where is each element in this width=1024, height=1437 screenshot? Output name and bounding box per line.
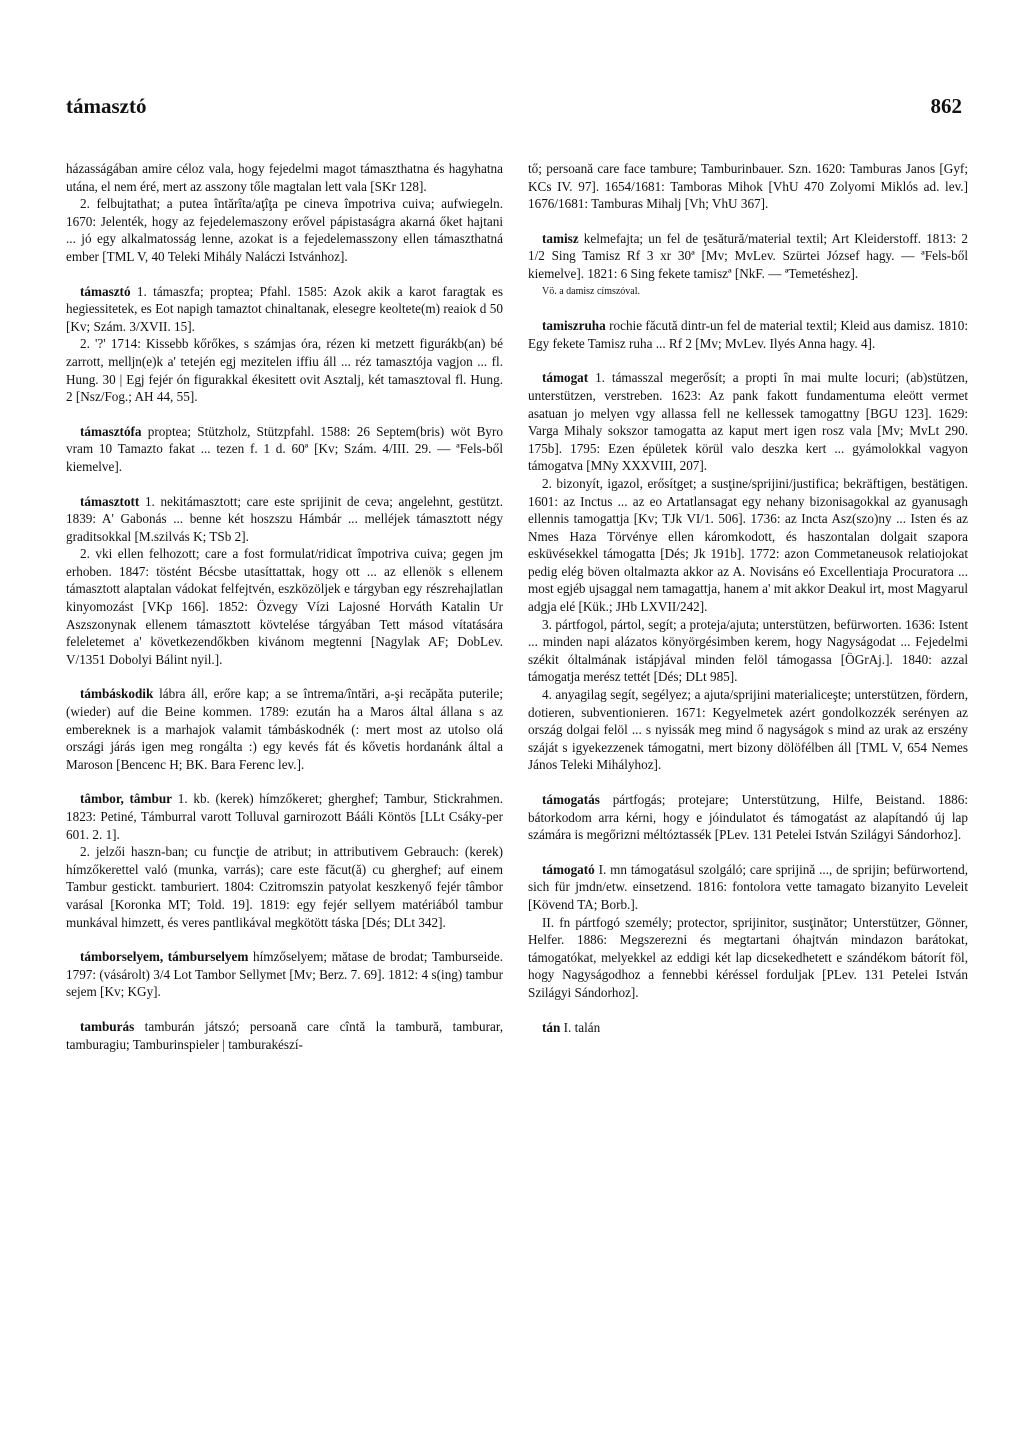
definition: proptea; Stützholz, Stützpfahl. 1588: 26 Septem(bris) wöt Byro vram 10 Tamazto fakat ... tezen f. 1 d. 60ª [Kv; Szám. 4/III. 29. — ªFels-ből kiemelve]. (66, 423, 503, 474)
entry-sense: 3. pártfogol, pártol, segít; a proteja/ajuta; unterstützen, befürworten. 1636: Istent ... minden napi alázatos könyörgésimben kerem, hogy Nagyságodat ... Fejedelmi székit óltalmának istápjával minden felöl támogassa [ÖGrAj.]. 1840: azzal támogatja merész tettét [Dés; DLt 985]. (528, 616, 968, 685)
entry-text (528, 791, 968, 844)
entry-tamburas-continued (528, 160, 968, 213)
headword: tamiszruha (542, 318, 606, 334)
entry-text (528, 369, 968, 475)
definition: 1. kb. (kerek) hímzőkeret; gherghef; Tambur, Stickrahmen. 1823: Petiné, Támburral varott Tolluval garnirozott Bááli Köntös [LLt Csáky-per 601. 2. 1]. (66, 791, 503, 842)
definition: I. talán (560, 1019, 601, 1035)
entry-sense: 2. bizonyít, igazol, erősítget; a susţine/sprijini/justifica; bekräftigen, bestätigen. 1601: az Inctus ... az eo Artatlansagat egy nehany bizonisagokkal az gyanusagh ellennis tamogattja [Kv; TJk VI/1. 506]. 1736: az Incta Asz(szo)ny ... Isten és az Nmes Haza Törvénye ellen káromkodott, és haszontalan dolgait szapora esküvésekkel támogatta [Dés; Jk 191b]. 1772: azon Commetaneusok relatiojokat pedig elég böven oltalmazta akkor az A. Novisáns eó Excellentiaja Procuratora ... most egjéb ujsaggal nem tamagattja, hanem a' mit akkor Deakul irt, most Magyarul adgja elé [Kük.; JHb LXVII/242]. (528, 475, 968, 615)
entry-tamborselyem (66, 948, 503, 1001)
headword: támasztó (80, 283, 131, 299)
headword: támbáskodik (80, 686, 154, 702)
entry-tamisz (528, 230, 968, 300)
entry-text (66, 283, 503, 336)
entry-tamasztott (66, 493, 503, 669)
entry-text (66, 1018, 503, 1053)
entry-sense: 4. anyagilag segít, segélyez; a ajuta/sprijini materialiceşte; unterstützen, fördern, dotieren, subventionieren. 1671: Kegyelmetek azért gondolkozzék serényen az ország dolgai felöl ... s nyissák meg mind ő nagyságok s mind az urak az erszény száját s igyekezzenek támogatni, mert bizony dölöfélben áll [TML V, 654 Nemes János Teleki Mihályhoz]. (528, 687, 968, 773)
entry-text: tő; persoană care face tambure; Tamburinbauer. Szn. 1620: Tamburas Janos [Gyf; KCs IV. 97]. 1654/1681: Tamboras Mihok [VhU 470 Zolyomi Miklós ad. lev.] 1676/1681: Tamburas Mihalj [Vh; VhU 367]. (528, 161, 968, 212)
headword: támogat (542, 370, 589, 386)
entry-sense: 2. vki ellen felhozott; care a fost formulat/ridicat împotriva cuiva; gegen jm erhoben. 1847: töstént Bécsbe utasíttattak, hogy ott ... az ellenök s ellenem támasztott alaptalan vádokat felfejtvén, eszközöljek e tárgyban egy részrehajlatlan kinyomozást [VKp 166]. 1852: Özvegy Vízi Lajosné Horváth Katalin Ur Aszszonynak ellenem támasztott kövtelése tárgyában Tett másod vítatására feleletemet a' következendőkben kivánom megtenni [Nagylak AF; DobLev. V/1351 Dobolyi Bálint nyil.]. (66, 546, 503, 667)
entry-tambor (66, 790, 503, 931)
definition: 1. támaszfa; proptea; Pfahl. 1585: Azok akik a karot faragtak es hegiessitetek, es Eot napigh tamaztot chinaltanak, elesegre keoltete(m) reaiok d 50 [Kv; Szám. 3/XVII. 15]. (66, 283, 503, 334)
definition: kelmefajta; un fel de ţesătură/material textil; Art Kleiderstoff. 1813: 2 1/2 Sing Tamisz Rf 3 xr 30ª [Mv; MvLev. Szürtei József hagy. — ªFels-ből kiemelve]. 1821: 6 Sing fekete tamiszª [NkF. — ªTemetéshez]. (528, 230, 968, 281)
cross-reference-note: Vö. a damisz címszóval. (542, 285, 641, 297)
entry-text (66, 493, 503, 546)
entry-tamogat (528, 369, 968, 774)
headword: támasztófa (80, 423, 142, 439)
page-number: 862 (930, 94, 962, 118)
entry-tamogato (528, 861, 968, 1002)
entry-sense: II. fn pártfogó személy; protector, sprijinitor, susţinător; Unterstützer, Gönner, Helfer. 1886: Megszerezni és megtartani óhajtván mindazon barátokat, támogatókat, melyekkel az eddigi két lap dicsekedhetett e szándékom bátorít föl, hogy Nagyságodhoz a fennebbi kéréssel forduljak [PLev. 131 Petelei István Szilágyi Sándorhoz]. (528, 914, 968, 1000)
entry-tambaskodik (66, 685, 503, 773)
entry-text (66, 948, 503, 1001)
definition: 1. támasszal megerősít; a propti în mai multe locuri; (ab)stützen, unterstützen, verstreben. 1623: Az pank fakott fundamentuma eleött vermet asatuan jo melyen vgy allassa fell ne kellessek tamogattny [BGU 123]. 1629: Varga Mihaly sokszor tamogatta az kaput mert igen rosz vala [Mv; MvLt 290. 175b]. 1795: Ezen épületek körül valo deszka kert ... gyámolokkal vagyon támogatva [MNy XXXVIII, 207]. (528, 370, 968, 474)
definition: I. mn támogatásul szolgáló; care sprijină ..., de sprijin; befürwortend, sich für jmdn/etw. einsetzend. 1816: fontolora vette tamagato bizanyito Leveleit [Kövend TA; Borb.]. (528, 861, 968, 912)
definition: hímzőselyem; mătase de brodat; Tamburseide. 1797: (vásárolt) 3/4 Lot Tambor Sellymet [Mv; Berz. 7. 69]. 1812: 4 s(ing) tambur sejem [Kv; KGy]. (66, 949, 503, 1000)
definition: tamburán játszó; persoană care cîntă la tambură, tamburar, tamburagiu; Tamburinspieler | tamburakészí- (66, 1018, 503, 1052)
entry-tamiszruha (528, 317, 968, 352)
headword: tâmbor, tâmbur (80, 791, 173, 807)
entry-tamaszt-continued (66, 160, 503, 266)
headword: támogató (542, 861, 595, 877)
headword: tamburás (80, 1018, 135, 1034)
running-head: támasztó (66, 94, 147, 118)
entry-text (528, 861, 968, 914)
headword: támborselyem, támburselyem (80, 949, 249, 965)
headword: tamisz (542, 230, 579, 246)
entry-tamasztofa (66, 423, 503, 476)
right-column (528, 160, 968, 1036)
headword: tán (542, 1019, 561, 1035)
entry-text (66, 685, 503, 773)
entry-text (528, 230, 968, 283)
entry-text (66, 790, 503, 843)
entry-sense: 2. felbujtathat; a putea întărîta/aţîţa pe cineva împotriva cuiva; aufwiegeln. 1670: Jelenték, hogy az fejedelemaszony erővel pápistaságra akarná őket hajtani ... jó egy alkalmatosság lenne, azokat is a fejedelemasszony ellen támaszthatná ember [TML V, 40 Teleki Mihály Naláczi Istvánhoz]. (66, 196, 503, 264)
entry-text (528, 317, 968, 352)
entry-sense: 2. '?' 1714: Kissebb kőrőkes, s számjas óra, rézen ki metzett figurákb(an) bé zarrott, melljn(e)k a' tetején egj mezitelen iffiu áll ... réz tamasztója vagjon ... fl. Hung. 30 | Egj fejér ón figurakkal ékesitett ovit Asztalj, két tamasztoval fl. Hung. 2 [Nsz/Fog.; AH 44, 55]. (66, 336, 503, 405)
entry-text (528, 1019, 968, 1037)
definition: rochie făcută dintr-un fel de material textil; Kleid aus damisz. 1810: Egy fekete Tamisz ruha ... Rf 2 [Mv; MvLev. Ilyés Anna hagy. 4]. (528, 318, 968, 351)
entry-tan (528, 1019, 968, 1037)
definition: pártfogás; protejare; Unterstützung, Hilfe, Beistand. 1886: bátorkodom arra kérni, hogy e jóindulatot és támogatást az alapítandó új lap számára is megőrizni méltóztassék [PLev. 131 Petelei István Szilágyi Sándorhoz]. (528, 792, 968, 843)
entry-tamburas (66, 1018, 503, 1053)
page-header (66, 94, 962, 128)
entry-text (66, 423, 503, 476)
headword: támasztott (80, 493, 140, 509)
entry-sense: 2. jelzői haszn-ban; cu funcţie de atribut; in attributivem Gebrauch: (kerek) hímzőkerettel való (munka, varrás); care este făcut(ă) cu gherghef; auf einem Tambur gestickt. tamburiert. 1804: Czitromszin patyolat keszkenyő fejér tâmbor varásal [Koronka MT; Told. 19]. 1819: egy fejér sellyem matériából tambur munkával himzett, és veres pantlikával megkötött táska [Dés; DLt 342]. (66, 844, 503, 930)
entry-text: házasságában amire céloz vala, hogy fejedelmi magot támaszthatna és hagyhatna utána, el nem éré, mert az asszony tőle magtalan lett vala [SKr 128]. (66, 161, 503, 194)
entry-tamaszto (66, 283, 503, 406)
headword: támogatás (542, 792, 600, 807)
entry-tamogatas (528, 791, 968, 844)
left-column (66, 160, 503, 1053)
definition: 1. nekitámasztott; care este sprijinit de ceva; angelehnt, gestützt. 1839: A' Gabonás ... benne két hoszszu Hámbár ... melléjek támasztott négy graditsokkal [M.szilvás K; TSb 2]. (66, 493, 503, 544)
definition: lábra áll, erőre kap; a se întrema/întări, a-şi recăpăta puterile; (wieder) auf die Beine kommen. 1789: ezután ha a Maros által állana s az embereknek is a marhajok valamit támbáskodnék (: mert most az utolso olá országi járás igen meg rongálta :) egy kevés fát és kővetis hordanánk által a Maroson [Bencenc H; BK. Bara Ferenc lev.]. (66, 686, 503, 772)
